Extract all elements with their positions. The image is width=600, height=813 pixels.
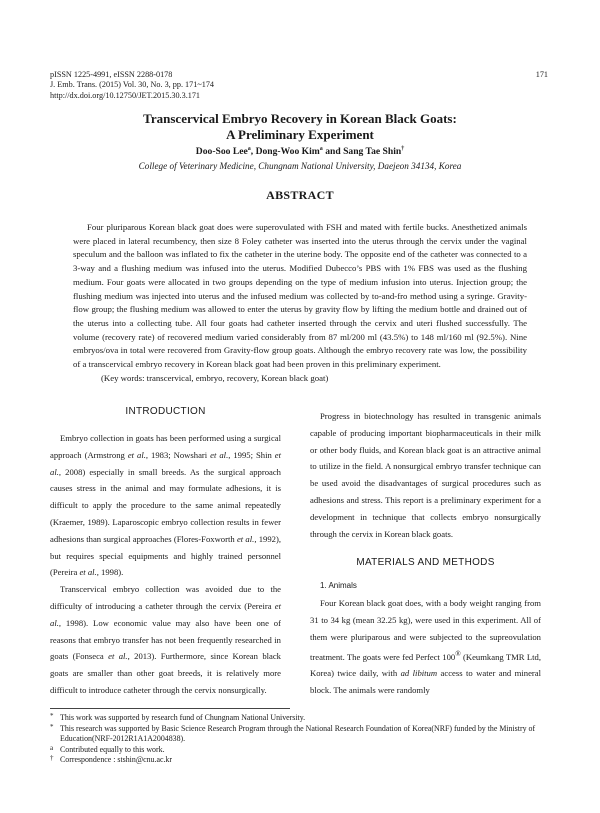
page-number: 171 [535,70,548,79]
text-run: , 1992), but requires special equipments and highly trained personnel (Pereira [50,533,282,578]
text-run: , 1998). Low economic value may also have been one of reasons that embryo transfer has not been frequently researched in goats (Fonseca [50,617,281,662]
section-heading-methods: MATERIALS AND METHODS [356,557,495,569]
author-mark: a [319,146,323,152]
text-run: Embryo collection in goats has been performed using a surgical approach (Armstrong [50,433,281,460]
text-run: , 1983; Nowshari [145,449,211,460]
italic-text: et al. [79,567,97,578]
footnote-mark: * [50,722,54,731]
footnote-mark: * [50,712,54,720]
body-paragraph [310,595,541,699]
text-run: (Keumkang TMR Ltd, Korea) twice daily, with [310,651,541,679]
right-column [310,408,541,699]
footnotes [50,713,550,766]
superscript-symbol: ® [455,649,461,658]
doi-link[interactable]: http://dx.doi.org/10.12750/JET.2015.30.3.171 [50,90,201,100]
footnote-rule [50,708,290,709]
author-list [0,146,600,157]
journal-header [50,70,214,101]
footnote [50,745,550,756]
footnote [50,724,550,745]
text-run: Transcervical embryo collection was avoided due to the difficulty of introducing a catheter through the cervix (Pereira [50,584,281,611]
paper-title [0,111,600,143]
footnote-text: Contributed equally to this work. [60,744,165,754]
footnote-mark: † [50,754,54,763]
title-line-2: A Preliminary Experiment [226,127,374,142]
author-mark: a [247,146,251,152]
italic-text: et al. [50,600,281,628]
author-mark: † [401,146,405,152]
text-run: access to water and mineral block. The animals were randomly [310,668,541,696]
footnote [50,755,550,766]
author: Dong-Woo Kim [255,146,320,158]
section-heading-introduction: INTRODUCTION [125,406,206,417]
body-paragraph [50,430,281,581]
italic-text: et al. [50,449,282,477]
italic-text: et al. [108,651,128,662]
footnote-mark: a [50,743,54,752]
italic-text: et al. [127,449,146,460]
subsection-heading-animals: 1. Animals [320,581,357,591]
author: Sang Tae Shin [343,146,402,158]
text-run: , 2008) especially in small breeds. As the surgical approach causes stress in the animal and may formulate adhesions, it is difficult to apply the procedure to the same animal repeatedly (Kraemer, 1989). Laparoscopic embryo collection results in fewer adhesions than surgical approaches (Flores-Foxworth [50,466,281,544]
footnote-text: This work was supported by research fund of Chungnam National University. [60,713,306,722]
citation-line: J. Emb. Trans. (2015) Vol. 30, No. 3, pp. 171~174 [50,80,215,90]
author: Doo-Soo Lee [195,146,248,158]
text-run: , 2013). Furthermore, since Korean black goats are smaller than other goat breeds, it is relatively more difficult to introduce catheter through the cervix nonsurgically. [50,651,281,695]
italic-text: et al. [210,449,229,460]
author-separator: and [322,146,344,158]
text-run: , 1998). [96,567,124,578]
abstract [73,221,527,385]
title-line-1: Transcervical Embryo Recovery in Korean Black Goats: [143,111,457,126]
text-run: Four Korean black goat does, with a body weight ranging from 31 to 34 kg (mean 32.25 kg), were used in this experiment. All of them were pluriparous and were subjected to the supreovulation treatment. The goats were fed Perfect 100 [310,598,541,662]
affiliation: College of Veterinary Medicine, Chungnam National University, Daejeon 34134, Korea [138,161,462,171]
issn-line: pISSN 1225-4991, eISSN 2288-0178 [50,70,173,79]
body-paragraph [50,581,281,699]
abstract-text: Four pluriparous Korean black goat does were superovulated with FSH and mated with fertile bucks. Anesthetized animals were placed in lateral recumbency, then size 8 Foley catheter was inserted into the uterus through the cervix under the vaginal speculum and the balloon was inflated to fix the catheter in the uterine body. The opposite end of the catheter was connected to a 3-way and a flushing medium was infused into the uterus. Modified Dubecco’s PBS with 1% FBS was used as the flushing medium. Four goats were allocated in two groups depending on the type of medium infusion into uterus. Injection group; the flushing medium was injected into uterus and the infused medium was collected by to-and-fro method using a syringe. Gravity-flow group; the flushing medium was allowed to enter the uterus by gravity flow by lifting the medium bottle and drained out of the uterus into a collecting tube. All four goats had catheter inserted through the cervix and uteri flushed successfully. The volume (recovery rate) of recovered medium varied considerably from 87 ml/200 ml (43.5%) to 148 ml/160 ml (92.5%). Nine embryos/ova in total were recovered from Gravity-flow group goats. Although the embryo recovery rate was low, the possibility of a transcervical embryo recovery in Korean black goat had been proven in this preliminary experiment. [73,222,527,370]
footnote [50,713,550,724]
text-run: , 1995; Shin [228,449,275,460]
abstract-heading: ABSTRACT [266,188,334,202]
author-separator: , [250,146,256,158]
italic-text: ad libitum [400,668,438,679]
footnote-email[interactable]: Correspondence : stshin@cnu.ac.kr [60,755,173,765]
left-column [50,408,281,699]
keywords: (Key words: transcervical, embryo, recovery, Korean black goat) [101,372,329,383]
footnote-text: This research was supported by Basic Science Research Program through the National Research Foundation of Korea(NRF) funded by the Ministry of Education(NRF-2012R1A1A2004838). [60,723,536,744]
body-paragraph: Progress in biotechnology has resulted in transgenic animals capable of producing important biopharmaceuticals in their milk or other body fluids, and Korean black goat is an attractive animal to utilize in the field. A nonsurgical embryo transfer technique can be used avoid the disadvantages of surgical procedures such as adhesions and stress. This report is a preliminary experiment for a development in technique that collects embryo nonsurgically through the cervix in Korean black goats. [310,411,541,539]
italic-text: et al. [236,533,255,544]
